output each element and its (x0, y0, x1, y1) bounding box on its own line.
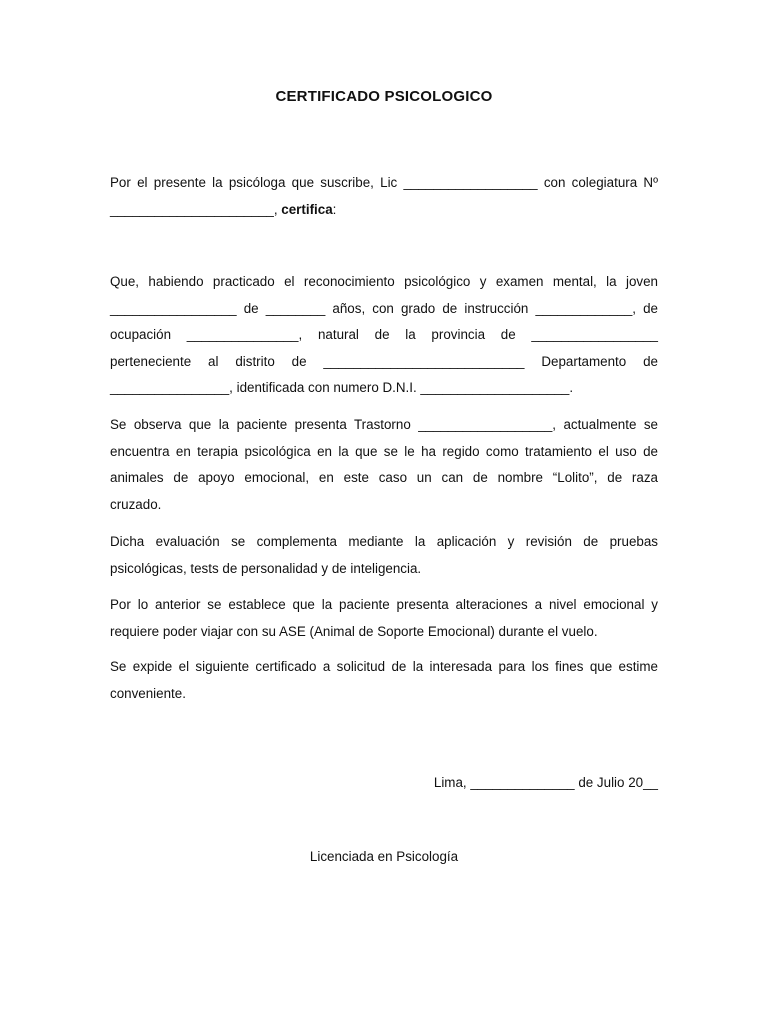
exam-line-5: ________________, identificada con numero D.N.I. ____________________. (110, 380, 574, 395)
observation-line-4: cruzado. (110, 496, 162, 512)
exam-line-1: Que, habiendo practicado el reconocimiento psicológico y examen mental, la joven (110, 274, 658, 289)
observation-line-2: encuentra en terapia psicológica en la que se le ha regido como tratamiento el uso de (110, 443, 658, 459)
certifica-word: certifica (281, 201, 333, 217)
evaluation-paragraph (110, 529, 658, 582)
evaluation-line-2: psicológicas, tests de personalidad y de inteligencia. (110, 560, 422, 576)
exam-line-2: _________________ de ________ años, con grado de instrucción _____________, de (110, 300, 658, 316)
conclusion-line-2: requiere poder viajar con su ASE (Animal de Soporte Emocional) durante el vuelo. (110, 623, 598, 639)
colegiatura-blank: ______________________, (110, 201, 282, 217)
document-title: CERTIFICADO PSICOLOGICO (275, 88, 493, 105)
conclusion-paragraph (110, 592, 658, 645)
evaluation-line-1: Dicha evaluación se complementa mediante la aplicación y revisión de pruebas (110, 534, 658, 549)
signature-title: Licenciada en Psicología (309, 849, 459, 864)
intro-line-2 (110, 197, 658, 224)
observation-line-1: Se observa que la paciente presenta Trastorno __________________, actualmente se (110, 417, 658, 432)
intro-paragraph (110, 170, 658, 223)
observation-line-3: animales de apoyo emocional, en este caso un can de nombre “Lolito”, de raza (110, 470, 658, 485)
date-line: Lima, ______________ de Julio 20__ (433, 775, 658, 790)
intro-colon: : (332, 201, 337, 217)
intro-line-1: Por el presente la psicóloga que suscribe, Lic __________________ con colegiatura Nº (110, 175, 658, 190)
issue-line-2: conveniente. (110, 685, 186, 701)
exam-line-3: ocupación _______________, natural de la provincia de _________________ (110, 327, 658, 342)
observation-paragraph (110, 412, 658, 518)
exam-paragraph (110, 269, 658, 402)
issue-paragraph (110, 654, 658, 707)
conclusion-line-1: Por lo anterior se establece que la paciente presenta alteraciones a nivel emocional y (110, 597, 658, 612)
exam-line-4: perteneciente al distrito de ___________________________ Departamento de (110, 353, 658, 369)
issue-line-1: Se expide el siguiente certificado a solicitud de la interesada para los fines que estime (110, 659, 658, 674)
